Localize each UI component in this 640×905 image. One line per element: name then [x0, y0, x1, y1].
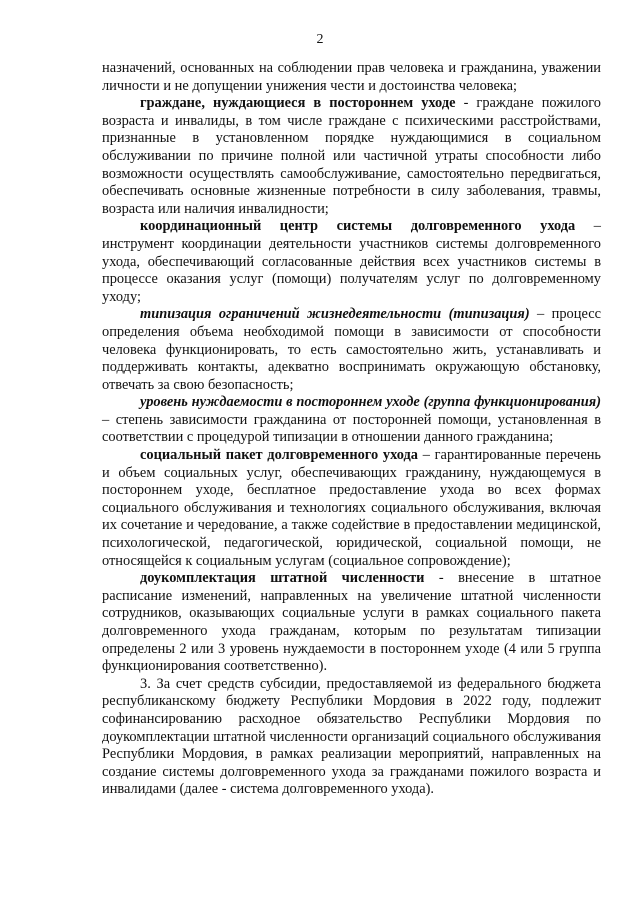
definition-paragraph [102, 95, 601, 218]
numbered-clause [102, 676, 601, 799]
definition-text: – гарантированные перечень и объем социальных услуг, обеспечивающих гражданину, нуждающемуся в постороннем уходе, бесплатное предоставление ухода во всех формах социального обслуживания и технологиях социального обслуживания, включая их сочетание и чередование, а также содействие в предоставлении медицинской, психологической, педагогической, юридической, социальной помощи, не относящейся к социальным услугам (социальное сопровождение); [102, 447, 601, 569]
definition-text: - граждане пожилого возраста и инвалиды, в том числе граждане с психическими расстройствами, признанные в установленном порядке нуждающимися в социальном обслуживании по причине полной или частичной утраты способности либо возможности осуществлять самообслуживание, самостоятельно передвигаться, обеспечивать основные жизненные потребности в силу заболевания, травмы, возраста или наличия инвалидности; [102, 95, 602, 217]
paragraph-text: назначений, основанных на соблюдении прав человека и гражданина, уважении личности и не допущении унижения чести и достоинства человека; [102, 60, 601, 94]
definition-paragraph [102, 218, 601, 306]
definition-paragraph [102, 570, 601, 676]
definition-text: – процесс определения объема необходимой помощи в зависимости от способности человека функционировать, то есть самостоятельно жить, устанавливать и поддерживать контакты, адекватно воспринимать окружающую обстановку, отвечать за свою безопасность; [102, 306, 601, 393]
document-body [102, 60, 601, 799]
definition-term: типизация ограничений жизнедеятельности (типизация) [140, 306, 530, 323]
paragraph-continuation [102, 60, 601, 95]
definition-text: - внесение в штатное расписание изменений, направленных на увеличение штатной численности сотрудников, оказывающих социальные услуги в рамках социального пакета долговременного ухода гражданам, которым по результатам типизации определены 2 или 3 уровень нуждаемости в постороннем уходе (4 или 5 группа функционирования соответственно). [102, 570, 601, 675]
definition-paragraph [102, 447, 601, 570]
clause-text: 3. За счет средств субсидии, предоставляемой из федерального бюджета республиканскому бюджету Республики Мордовия в 2022 году, подлежит софинансированию расходное обязательство Республики Мордовия по доукомплектации штатной численности организаций социального обслуживания Республики Мордовия, в рамках реализации мероприятий, направленных на создание системы долговременного ухода за гражданами пожилого возраста и инвалидами (далее - система долговременного ухода). [102, 675, 601, 798]
definition-term: доукомплектация штатной численности [140, 570, 425, 587]
definition-term: социальный пакет долговременного ухода [140, 447, 419, 464]
definition-paragraph [102, 394, 601, 447]
definition-term: координационный центр системы долговременного ухода [140, 218, 576, 235]
definition-paragraph [102, 306, 601, 394]
definition-term: уровень нуждаемости в постороннем уходе (группа функционирования) [140, 394, 601, 411]
definition-text: – инструмент координации деятельности участников системы долговременного ухода, обеспечивающий согласованные действия всех участников системы в процессе оказания услуг (помощи) получателям услуг по долговременному уходу; [102, 218, 601, 305]
definition-term: граждане, нуждающиеся в постороннем уходе [140, 95, 456, 112]
page-number: 2 [316, 32, 324, 47]
definition-text: – степень зависимости гражданина от посторонней помощи, установленная в соответствии с процедурой типизации в отношении данного гражданина; [102, 411, 601, 446]
